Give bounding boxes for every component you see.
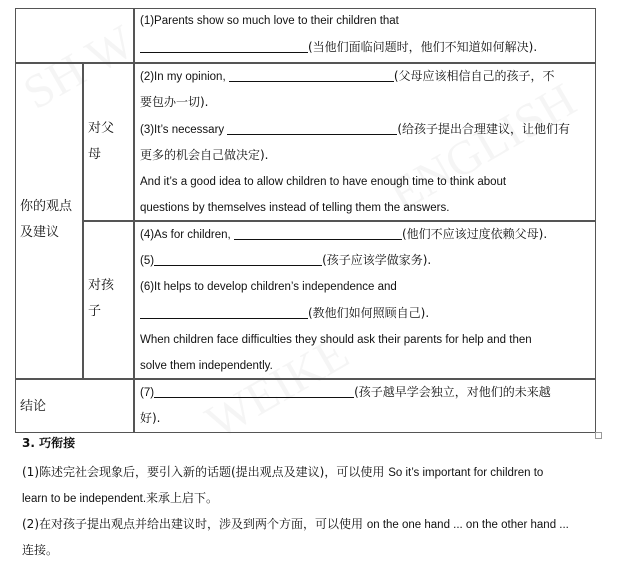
p1-cn: (1)陈述完社会现象后，要引入新的话题(提出观点及建议)，可以使用 — [22, 465, 389, 479]
blank-7[interactable] — [154, 383, 354, 398]
section-3-p1-line1 — [22, 459, 543, 486]
parents-label-2: 母 — [88, 147, 102, 162]
blank-5[interactable] — [154, 251, 322, 266]
item-6-line2 — [140, 300, 429, 326]
opinion-label-1: 你的观点 — [20, 199, 73, 214]
hint-2: (父母应该相信自己的孩子，不 — [393, 69, 555, 83]
hint-5: (孩子应该学做家务). — [322, 253, 432, 267]
children-sentence-line1: When children face difficulties they should ask their parents for help and then — [140, 334, 532, 346]
item-2-line1 — [140, 63, 555, 90]
item-1-line1: (1)Parents show so much love to their children that — [140, 15, 399, 27]
conclusion-label: 结论 — [20, 399, 47, 414]
section-3-p1-line2 — [22, 485, 218, 512]
item-5-line — [140, 247, 431, 274]
parents-sentence-line1: And it’s a good idea to allow children to have enough time to think about — [140, 176, 507, 188]
children-label-1: 对孩 — [88, 278, 115, 293]
item-2-prefix: (2)In my opinion, — [140, 71, 229, 83]
section-3-p2-line1 — [22, 511, 569, 538]
blank-1[interactable] — [140, 38, 308, 53]
column-divider — [82, 62, 84, 378]
item-5-prefix: (5) — [140, 255, 155, 267]
blank-2[interactable] — [229, 67, 394, 82]
item-2-line2: 要包办一切). — [140, 95, 209, 109]
hint-1: (当他们面临问题时，他们不知道如何解决). — [308, 40, 538, 54]
section-3-title: 3. 巧衔接 — [22, 436, 76, 450]
children-sentence-line2: solve them independently. — [140, 360, 273, 372]
parents-sentence-line2: questions by themselves instead of telling them the answers. — [140, 202, 450, 214]
item-4-prefix: (4)As for children, — [140, 229, 234, 241]
children-label-2: 子 — [88, 304, 102, 319]
hint-6: (教他们如何照顾自己). — [308, 306, 430, 320]
blank-6[interactable] — [140, 304, 308, 319]
item-3-line1 — [140, 116, 570, 143]
hint-3: (给孩子提出合理建议，让他们有 — [397, 122, 571, 136]
p2-cn: (2)在对孩子提出观点并给出建议时，涉及到两个方面，可以使用 — [22, 517, 367, 531]
hint-7: (孩子越早学会独立，对他们的未来越 — [354, 385, 551, 399]
parents-label-1: 对父 — [88, 121, 115, 136]
p1-cn-cont: 来承上启下。 — [146, 491, 219, 505]
p1-en-cont: learn to be independent. — [22, 493, 147, 505]
table-resize-handle[interactable] — [595, 432, 602, 439]
column-divider — [133, 8, 135, 433]
item-4-line — [140, 221, 547, 248]
section-3-p2-line2: 连接。 — [22, 543, 59, 557]
p1-en: So it’s important for children to — [388, 467, 544, 479]
blank-4[interactable] — [234, 225, 402, 240]
item-6-line1: (6)It helps to develop children’s independence and — [140, 281, 397, 293]
item-7-prefix: (7) — [140, 387, 155, 399]
blank-3[interactable] — [227, 120, 397, 135]
p2-en: on the one hand ... on the other hand ... — [366, 519, 569, 531]
item-3-prefix: (3)It’s necessary — [140, 124, 228, 136]
opinion-label-2: 及建议 — [20, 225, 60, 240]
item-1-line2 — [140, 34, 537, 60]
item-7-line1 — [140, 379, 551, 406]
hint-4: (他们不应该过度依赖父母). — [401, 227, 548, 241]
item-7-line2: 好). — [140, 411, 161, 425]
item-3-line2: 更多的机会自己做决定). — [140, 148, 269, 162]
